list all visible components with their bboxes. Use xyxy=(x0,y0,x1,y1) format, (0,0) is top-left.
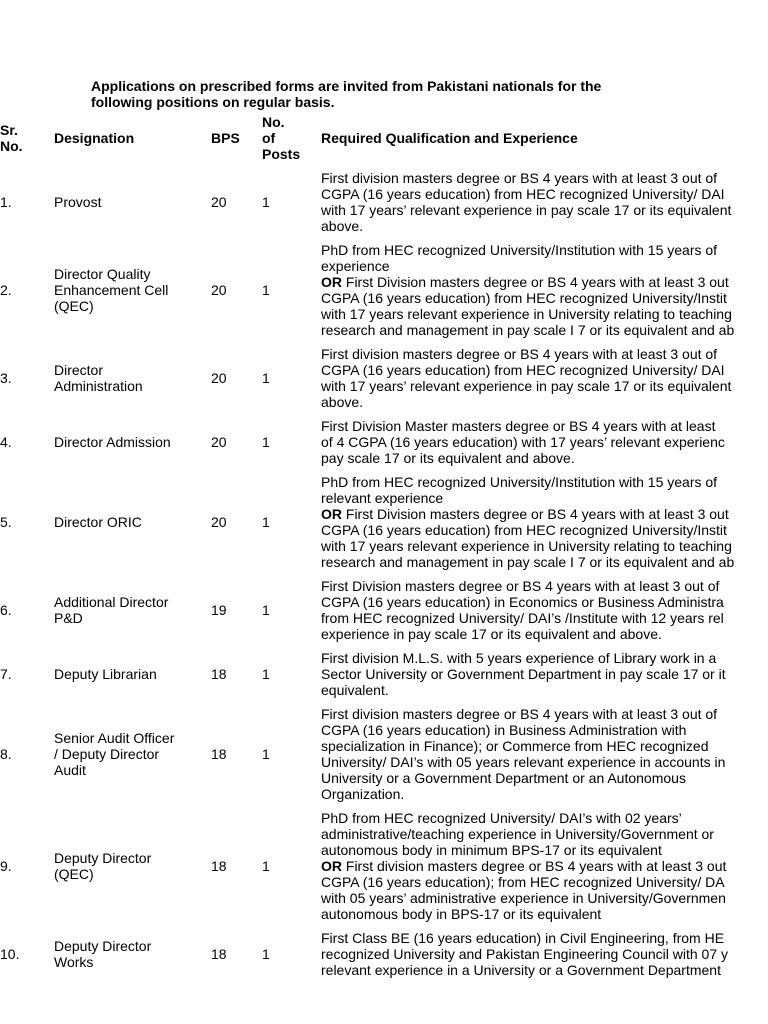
row-no-of-posts: 1 xyxy=(262,858,270,874)
table-row xyxy=(0,346,768,410)
row-required-qualification xyxy=(321,170,768,234)
header-sr-no: Sr. No. xyxy=(0,122,23,154)
row-no-of-posts: 1 xyxy=(262,370,270,386)
row-no-of-posts: 1 xyxy=(262,434,270,450)
row-designation-text: Deputy Librarian xyxy=(54,666,157,682)
header-bps: BPS xyxy=(211,130,240,146)
intro-line-2: following positions on regular basis. xyxy=(91,94,335,110)
table-row xyxy=(0,474,768,570)
row-no-of-posts: 1 xyxy=(262,602,270,618)
row-bps: 18 xyxy=(211,946,227,962)
row-required-qualification-text: PhD from HEC recognized University/Institution with 15 years of relevant experience OR First Division masters degree or BS 4 years with at least 3 out CGPA (16 years education) from HEC recognized University/Instit with 17 years relevant experience in University relating to teaching research and management in pay scale I 7 or its equivalent and ab xyxy=(321,474,735,570)
row-sr-no: 10. xyxy=(0,946,20,962)
row-designation xyxy=(54,346,204,410)
row-no-of-posts: 1 xyxy=(262,746,270,762)
row-no-of-posts: 1 xyxy=(262,194,270,210)
row-sr-no: 7. xyxy=(0,666,12,682)
row-bps: 20 xyxy=(211,514,227,530)
row-no-of-posts: 1 xyxy=(262,666,270,682)
row-designation-text: Deputy Director Works xyxy=(54,938,152,970)
table-row xyxy=(0,170,768,234)
row-bps: 18 xyxy=(211,746,227,762)
row-bps: 18 xyxy=(211,858,227,874)
row-designation xyxy=(54,418,204,466)
row-designation xyxy=(54,242,204,338)
table-row xyxy=(0,650,768,698)
row-required-qualification-text: PhD from HEC recognized University/ DAI’s with 02 years’ administrative/teaching experience in University/Government or autonomous body in minimum BPS-17 or its equivalent OR First division masters degree or BS 4 years with at least 3 out CGPA (16 years education); from HEC recognized University/ DA with 05 years’ administrative experience in University/Governmen autonomous body in BPS-17 or its equivalent xyxy=(321,810,727,922)
row-required-qualification xyxy=(321,706,768,802)
row-sr-no: 5. xyxy=(0,514,12,530)
table-row xyxy=(0,242,768,338)
intro-text xyxy=(91,78,751,110)
row-required-qualification-text: First division masters degree or BS 4 years with at least 3 out of CGPA (16 years education) from HEC recognized University/ DAI with 17 years’ relevant experience in pay scale 17 or its equivalent above. xyxy=(321,170,732,234)
row-no-of-posts: 1 xyxy=(262,946,270,962)
table-row xyxy=(0,810,768,922)
row-sr-no: 2. xyxy=(0,282,12,298)
row-sr-no: 4. xyxy=(0,434,12,450)
row-designation xyxy=(54,650,204,698)
row-required-qualification-text: PhD from HEC recognized University/Institution with 15 years of experience OR First Division masters degree or BS 4 years with at least 3 out CGPA (16 years education) from HEC recognized University/Instit with 17 years relevant experience in University relating to teaching research and management in pay scale I 7 or its equivalent and ab xyxy=(321,242,735,338)
row-designation-text: Additional Director P&D xyxy=(54,594,169,626)
row-required-qualification xyxy=(321,810,768,922)
row-sr-no: 3. xyxy=(0,370,12,386)
row-required-qualification-text: First Division masters degree or BS 4 years with at least 3 out of CGPA (16 years education) in Economics or Business Administra from HEC recognized University/ DAI’s /Institute with 12 years rel experience in pay scale 17 or its equivalent and above. xyxy=(321,578,724,642)
row-required-qualification xyxy=(321,418,768,466)
table-row xyxy=(0,930,768,978)
row-bps: 20 xyxy=(211,282,227,298)
row-designation-text: Director Quality Enhancement Cell (QEC) xyxy=(54,266,169,314)
row-required-qualification-text: First Division Master masters degree or BS 4 years with at least of 4 CGPA (16 years education) with 17 years’ relevant experienc pay scale 17 or its equivalent and above. xyxy=(321,418,725,466)
row-required-qualification xyxy=(321,474,768,570)
row-required-qualification xyxy=(321,578,768,642)
header-required-qualification: Required Qualification and Experience xyxy=(321,130,578,146)
table-row xyxy=(0,418,768,466)
row-bps: 18 xyxy=(211,666,227,682)
row-no-of-posts: 1 xyxy=(262,282,270,298)
row-sr-no: 6. xyxy=(0,602,12,618)
row-designation xyxy=(54,578,204,642)
row-designation xyxy=(54,706,204,802)
row-designation-text: Director ORIC xyxy=(54,514,142,530)
table-row xyxy=(0,706,768,802)
row-designation-text: Director Administration xyxy=(54,362,143,394)
row-designation-text: Provost xyxy=(54,194,102,210)
row-designation xyxy=(54,810,204,922)
row-designation-text: Deputy Director (QEC) xyxy=(54,850,152,882)
header-no-of-posts: No. of Posts xyxy=(262,114,301,162)
row-designation-text: Senior Audit Officer / Deputy Director Audit xyxy=(54,730,175,778)
row-required-qualification xyxy=(321,930,768,978)
row-required-qualification xyxy=(321,650,768,698)
row-required-qualification xyxy=(321,242,768,338)
row-sr-no: 9. xyxy=(0,858,12,874)
row-sr-no: 8. xyxy=(0,746,12,762)
row-sr-no: 1. xyxy=(0,194,12,210)
row-required-qualification-text: First division masters degree or BS 4 years with at least 3 out of CGPA (16 years education) in Business Administration with specialization in Finance); or Commerce from HEC recognized University/ DAI’s with 05 years relevant experience in accounts in University or a Government Department or an Autonomous Organization. xyxy=(321,706,726,802)
row-bps: 20 xyxy=(211,194,227,210)
row-required-qualification-text: First division masters degree or BS 4 years with at least 3 out of CGPA (16 years education) from HEC recognized University/ DAI with 17 years’ relevant experience in pay scale 17 or its equivalent above. xyxy=(321,346,732,410)
row-no-of-posts: 1 xyxy=(262,514,270,530)
row-required-qualification xyxy=(321,346,768,410)
row-designation xyxy=(54,930,204,978)
table-row xyxy=(0,578,768,642)
row-bps: 20 xyxy=(211,434,227,450)
row-required-qualification-text: First Class BE (16 years education) in Civil Engineering, from HE recognized University and Pakistan Engineering Council with 07 y relevant experience in a University or a Government Department xyxy=(321,930,728,978)
row-designation xyxy=(54,170,204,234)
header-designation: Designation xyxy=(54,130,135,146)
row-designation-text: Director Admission xyxy=(54,434,171,450)
row-designation xyxy=(54,474,204,570)
row-bps: 20 xyxy=(211,370,227,386)
row-required-qualification-text: First division M.L.S. with 5 years experience of Library work in a Sector University or Government Department in pay scale 17 or it equivalent. xyxy=(321,650,726,698)
intro-line-1: Applications on prescribed forms are invited from Pakistani nationals for the xyxy=(91,78,602,94)
row-bps: 19 xyxy=(211,602,227,618)
